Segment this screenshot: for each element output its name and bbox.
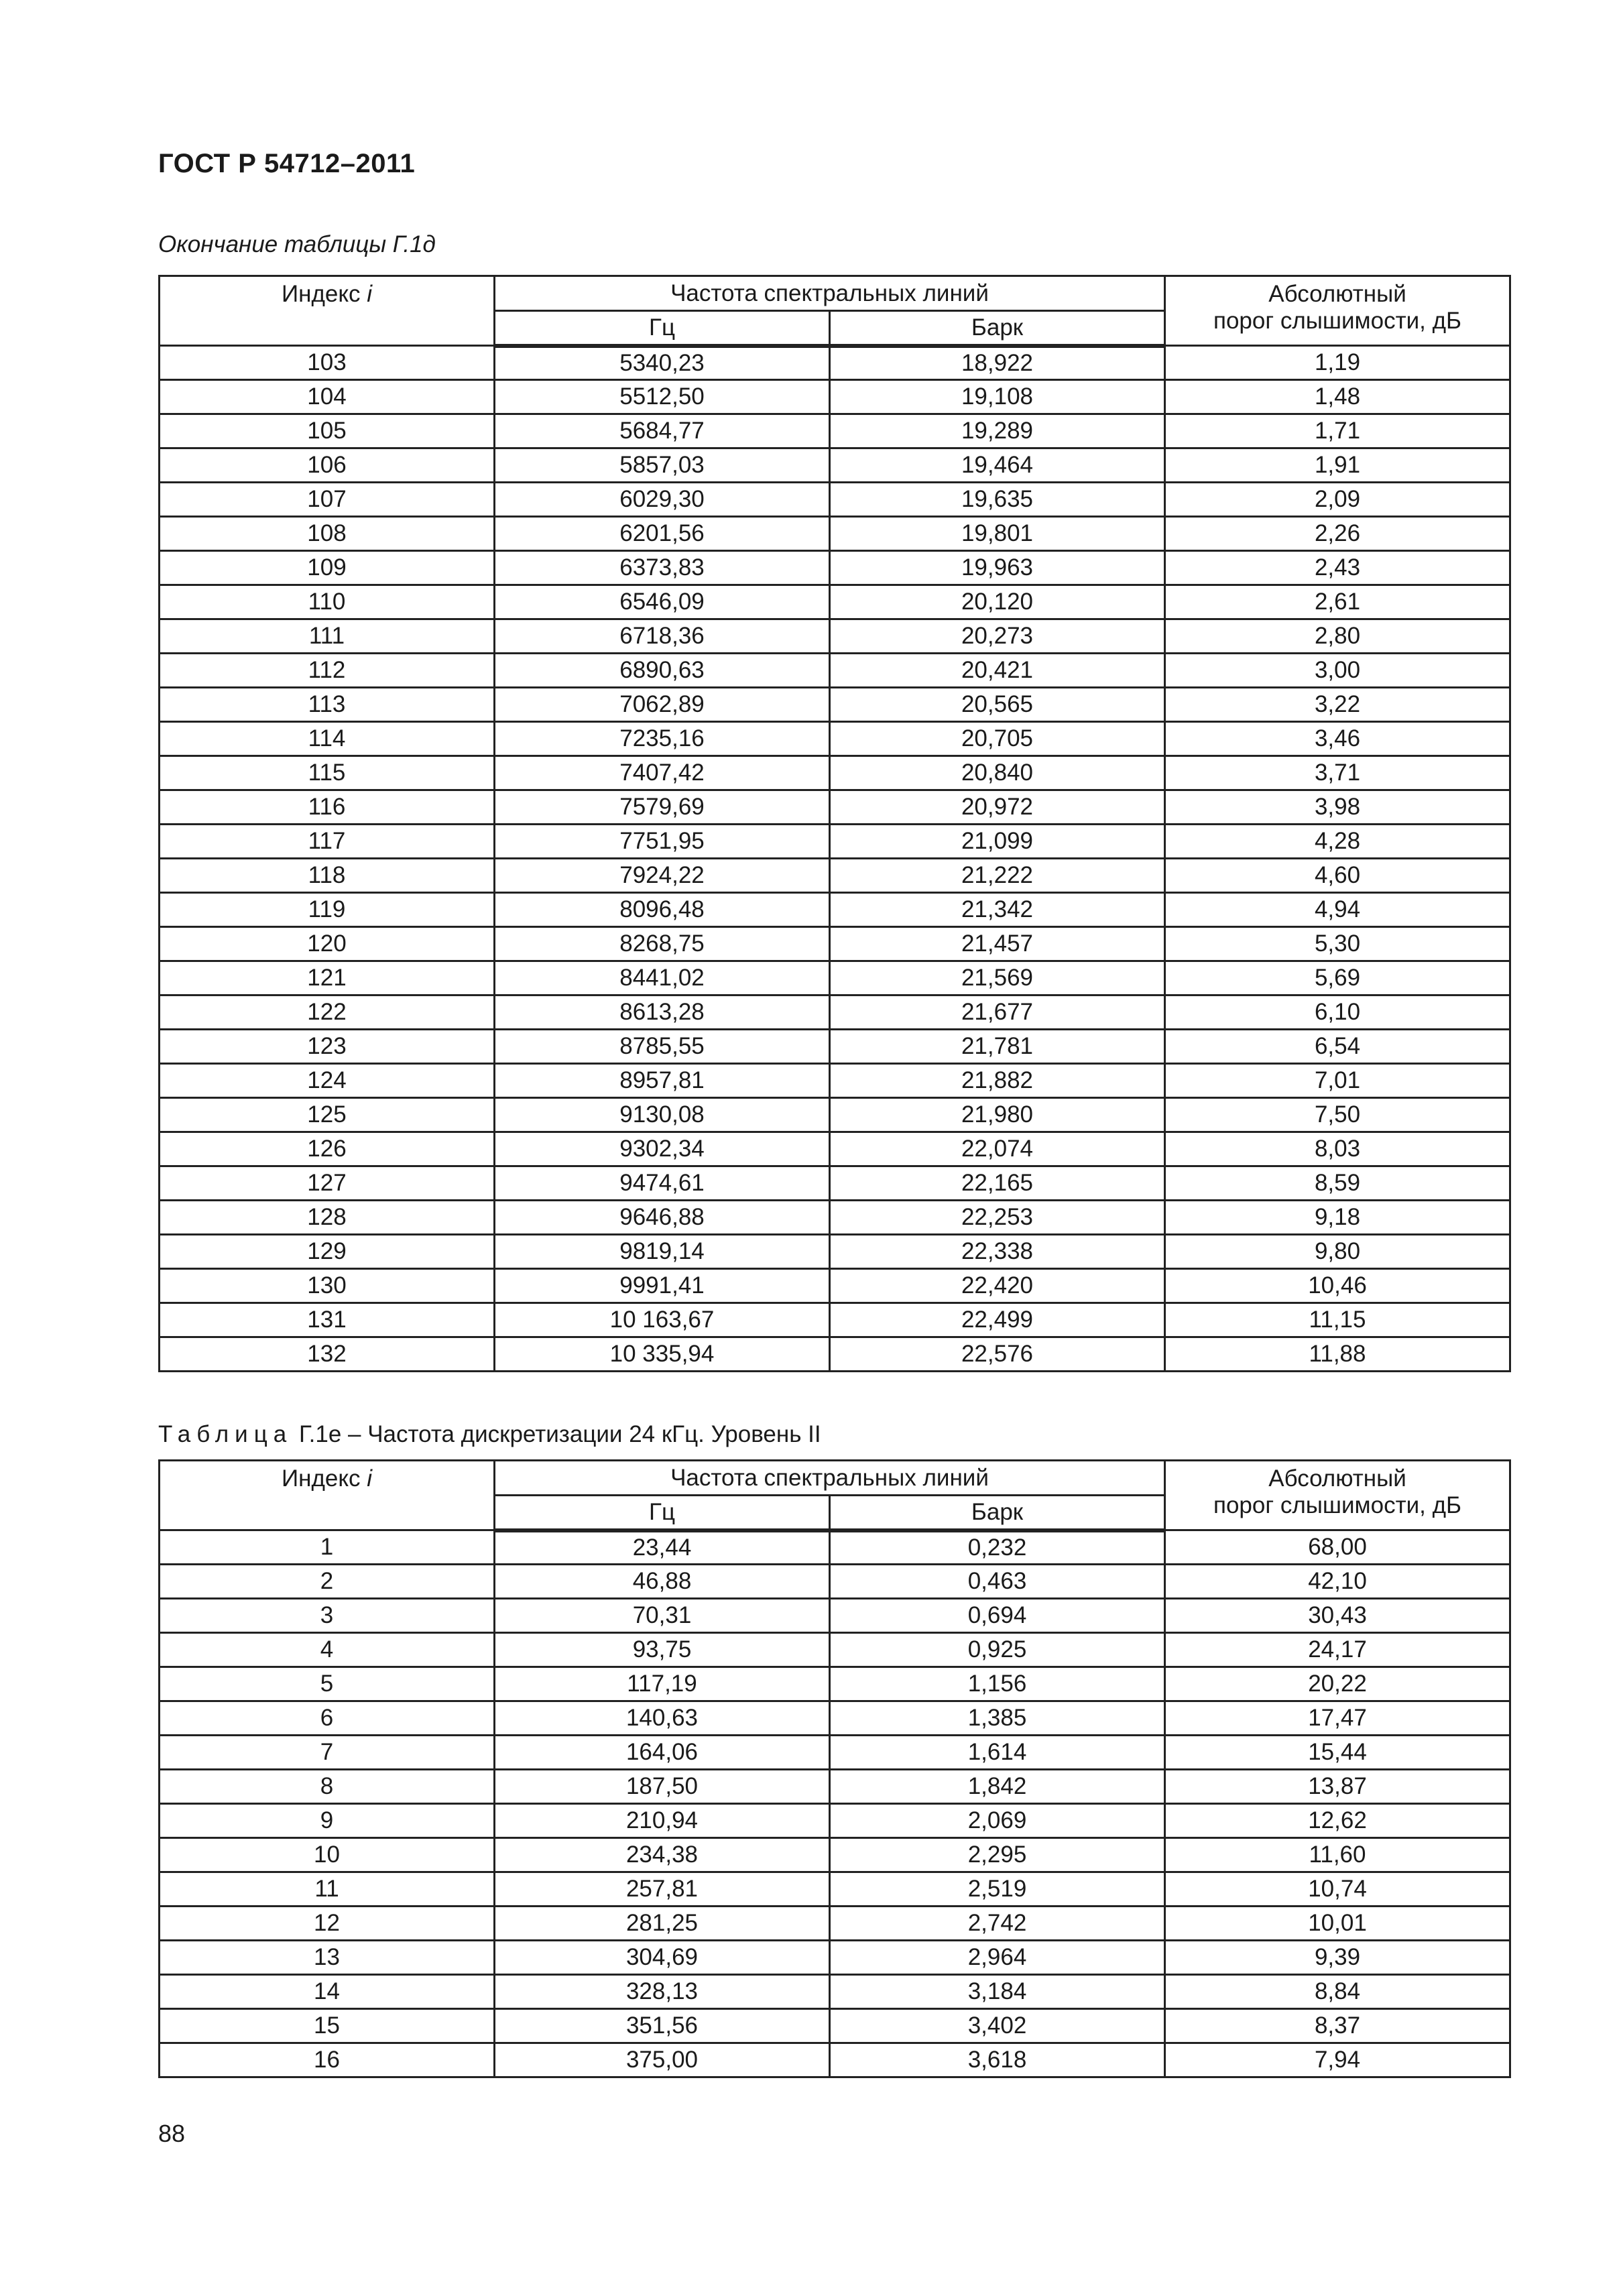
hz-cell: 375,00	[495, 2043, 830, 2077]
threshold-cell: 30,43	[1165, 1599, 1510, 1633]
index-cell: 128	[160, 1201, 495, 1235]
index-cell: 110	[160, 585, 495, 619]
document-header: ГОСТ Р 54712–2011	[158, 149, 416, 178]
hz-cell: 5512,50	[495, 380, 830, 414]
hz-cell: 6201,56	[495, 517, 830, 551]
index-cell: 132	[160, 1337, 495, 1372]
bark-cell: 1,156	[830, 1667, 1165, 1701]
threshold-cell: 1,71	[1165, 414, 1510, 448]
hz-cell: 46,88	[495, 1565, 830, 1599]
table1-body	[160, 346, 1510, 1372]
bark-cell: 19,801	[830, 517, 1165, 551]
table-row	[160, 1736, 1510, 1770]
hz-cell: 210,94	[495, 1804, 830, 1838]
index-cell: 127	[160, 1166, 495, 1201]
table-row	[160, 1770, 1510, 1804]
table-row	[160, 1667, 1510, 1701]
threshold-cell: 8,59	[1165, 1166, 1510, 1201]
table-row	[160, 1064, 1510, 1098]
index-cell: 14	[160, 1975, 495, 2009]
table-row	[160, 688, 1510, 722]
hz-cell: 257,81	[495, 1872, 830, 1907]
bark-cell: 19,464	[830, 448, 1165, 483]
hz-cell: 164,06	[495, 1736, 830, 1770]
bark-cell: 21,677	[830, 995, 1165, 1030]
table2-header-hz: Гц	[495, 1496, 830, 1530]
hz-cell: 7924,22	[495, 859, 830, 893]
hz-cell: 8785,55	[495, 1030, 830, 1064]
hz-cell: 7579,69	[495, 790, 830, 825]
index-cell: 15	[160, 2009, 495, 2043]
table-row	[160, 825, 1510, 859]
index-cell: 103	[160, 346, 495, 380]
bark-cell: 2,295	[830, 1838, 1165, 1872]
table-row	[160, 448, 1510, 483]
bark-cell: 22,499	[830, 1303, 1165, 1337]
hz-cell: 9646,88	[495, 1201, 830, 1235]
threshold-cell: 1,91	[1165, 448, 1510, 483]
bark-cell: 0,925	[830, 1633, 1165, 1667]
table-row	[160, 1565, 1510, 1599]
threshold-cell: 5,69	[1165, 961, 1510, 995]
threshold-cell: 8,84	[1165, 1975, 1510, 2009]
table-row	[160, 1030, 1510, 1064]
index-cell: 113	[160, 688, 495, 722]
index-cell: 16	[160, 2043, 495, 2077]
hz-cell: 6373,83	[495, 551, 830, 585]
threshold-cell: 3,71	[1165, 756, 1510, 790]
table-row	[160, 1599, 1510, 1633]
threshold-cell: 10,46	[1165, 1269, 1510, 1303]
table-row	[160, 1166, 1510, 1201]
table2-caption-text: Г.1е – Частота дискретизации 24 кГц. Уровень II	[298, 1421, 821, 1447]
index-cell: 11	[160, 1872, 495, 1907]
table-row	[160, 1838, 1510, 1872]
bark-cell: 21,980	[830, 1098, 1165, 1132]
hz-cell: 9130,08	[495, 1098, 830, 1132]
index-cell: 13	[160, 1941, 495, 1975]
table-row	[160, 722, 1510, 756]
threshold-cell: 9,39	[1165, 1941, 1510, 1975]
index-cell: 126	[160, 1132, 495, 1166]
table-row	[160, 654, 1510, 688]
index-cell: 9	[160, 1804, 495, 1838]
index-cell: 107	[160, 483, 495, 517]
threshold-cell: 3,22	[1165, 688, 1510, 722]
table1-caption: Окончание таблицы Г.1д	[158, 231, 436, 257]
bark-cell: 18,922	[830, 346, 1165, 380]
bark-cell: 21,099	[830, 825, 1165, 859]
bark-cell: 22,253	[830, 1201, 1165, 1235]
index-cell: 106	[160, 448, 495, 483]
bark-cell: 1,385	[830, 1701, 1165, 1736]
hz-cell: 5857,03	[495, 448, 830, 483]
threshold-cell: 17,47	[1165, 1701, 1510, 1736]
bark-cell: 20,565	[830, 688, 1165, 722]
table1	[158, 275, 1511, 1372]
table-row	[160, 1132, 1510, 1166]
hz-cell: 117,19	[495, 1667, 830, 1701]
table-row	[160, 893, 1510, 927]
index-cell: 114	[160, 722, 495, 756]
hz-cell: 328,13	[495, 1975, 830, 2009]
table-row	[160, 517, 1510, 551]
table-row	[160, 346, 1510, 380]
bark-cell: 2,519	[830, 1872, 1165, 1907]
table-row	[160, 1303, 1510, 1337]
index-cell: 111	[160, 619, 495, 654]
table-row	[160, 859, 1510, 893]
hz-cell: 9819,14	[495, 1235, 830, 1269]
bark-cell: 0,463	[830, 1565, 1165, 1599]
hz-cell: 140,63	[495, 1701, 830, 1736]
threshold-cell: 1,19	[1165, 346, 1510, 380]
hz-cell: 7751,95	[495, 825, 830, 859]
bark-cell: 20,120	[830, 585, 1165, 619]
threshold-cell: 11,15	[1165, 1303, 1510, 1337]
threshold-cell: 1,48	[1165, 380, 1510, 414]
threshold-cell: 9,80	[1165, 1235, 1510, 1269]
hz-cell: 8957,81	[495, 1064, 830, 1098]
bark-cell: 0,694	[830, 1599, 1165, 1633]
table-row	[160, 619, 1510, 654]
table-row	[160, 790, 1510, 825]
threshold-cell: 7,50	[1165, 1098, 1510, 1132]
threshold-cell: 2,80	[1165, 619, 1510, 654]
index-cell: 115	[160, 756, 495, 790]
threshold-cell: 8,03	[1165, 1132, 1510, 1166]
hz-cell: 9302,34	[495, 1132, 830, 1166]
threshold-cell: 24,17	[1165, 1633, 1510, 1667]
bark-cell: 20,972	[830, 790, 1165, 825]
table2-header-bark: Барк	[830, 1496, 1165, 1530]
hz-cell: 8268,75	[495, 927, 830, 961]
threshold-cell: 4,28	[1165, 825, 1510, 859]
bark-cell: 22,074	[830, 1132, 1165, 1166]
hz-cell: 7235,16	[495, 722, 830, 756]
index-cell: 131	[160, 1303, 495, 1337]
table2	[158, 1459, 1511, 2078]
bark-cell: 20,421	[830, 654, 1165, 688]
threshold-cell: 2,43	[1165, 551, 1510, 585]
index-cell: 124	[160, 1064, 495, 1098]
threshold-cell: 2,09	[1165, 483, 1510, 517]
table-row	[160, 1337, 1510, 1372]
table-row	[160, 995, 1510, 1030]
hz-cell: 351,56	[495, 2009, 830, 2043]
index-cell: 3	[160, 1599, 495, 1633]
hz-cell: 6029,30	[495, 483, 830, 517]
index-cell: 12	[160, 1907, 495, 1941]
table1-header-frequency: Частота спектральных линий	[495, 276, 1165, 311]
threshold-cell: 6,54	[1165, 1030, 1510, 1064]
table-row	[160, 927, 1510, 961]
bark-cell: 2,742	[830, 1907, 1165, 1941]
table-row	[160, 2009, 1510, 2043]
hz-cell: 8613,28	[495, 995, 830, 1030]
threshold-cell: 5,30	[1165, 927, 1510, 961]
bark-cell: 21,222	[830, 859, 1165, 893]
index-cell: 130	[160, 1269, 495, 1303]
table-row	[160, 414, 1510, 448]
bark-cell: 19,108	[830, 380, 1165, 414]
threshold-cell: 7,94	[1165, 2043, 1510, 2077]
table1-header-hz: Гц	[495, 311, 830, 346]
threshold-cell: 13,87	[1165, 1770, 1510, 1804]
bark-cell: 2,964	[830, 1941, 1165, 1975]
threshold-cell: 9,18	[1165, 1201, 1510, 1235]
hz-cell: 9991,41	[495, 1269, 830, 1303]
table-row	[160, 551, 1510, 585]
index-cell: 5	[160, 1667, 495, 1701]
hz-cell: 234,38	[495, 1838, 830, 1872]
table-row	[160, 1201, 1510, 1235]
index-cell: 116	[160, 790, 495, 825]
hz-cell: 23,44	[495, 1530, 830, 1565]
index-cell: 105	[160, 414, 495, 448]
table-row	[160, 380, 1510, 414]
index-cell: 8	[160, 1770, 495, 1804]
bark-cell: 22,420	[830, 1269, 1165, 1303]
bark-cell: 3,618	[830, 2043, 1165, 2077]
index-cell: 123	[160, 1030, 495, 1064]
bark-cell: 3,184	[830, 1975, 1165, 2009]
bark-cell: 20,273	[830, 619, 1165, 654]
bark-cell: 1,842	[830, 1770, 1165, 1804]
hz-cell: 93,75	[495, 1633, 830, 1667]
bark-cell: 0,232	[830, 1530, 1165, 1565]
hz-cell: 7062,89	[495, 688, 830, 722]
bark-cell: 20,840	[830, 756, 1165, 790]
index-cell: 10	[160, 1838, 495, 1872]
threshold-cell: 4,94	[1165, 893, 1510, 927]
threshold-cell: 3,00	[1165, 654, 1510, 688]
hz-cell: 281,25	[495, 1907, 830, 1941]
table2-header-frequency: Частота спектральных линий	[495, 1461, 1165, 1496]
table1-header-index: Индекс i	[160, 276, 495, 346]
threshold-cell: 11,88	[1165, 1337, 1510, 1372]
hz-cell: 5340,23	[495, 346, 830, 380]
threshold-cell: 2,26	[1165, 517, 1510, 551]
bark-cell: 3,402	[830, 2009, 1165, 2043]
table-row	[160, 756, 1510, 790]
table-row	[160, 585, 1510, 619]
hz-cell: 10 163,67	[495, 1303, 830, 1337]
hz-cell: 6890,63	[495, 654, 830, 688]
index-cell: 108	[160, 517, 495, 551]
index-cell: 109	[160, 551, 495, 585]
bark-cell: 20,705	[830, 722, 1165, 756]
table-row	[160, 1907, 1510, 1941]
threshold-cell: 7,01	[1165, 1064, 1510, 1098]
index-cell: 6	[160, 1701, 495, 1736]
hz-cell: 304,69	[495, 1941, 830, 1975]
bark-cell: 19,963	[830, 551, 1165, 585]
table1-header-threshold: Абсолютный порог слышимости, дБ	[1165, 276, 1510, 346]
table-row	[160, 1633, 1510, 1667]
index-cell: 122	[160, 995, 495, 1030]
bark-cell: 22,576	[830, 1337, 1165, 1372]
table-row	[160, 483, 1510, 517]
threshold-cell: 6,10	[1165, 995, 1510, 1030]
index-cell: 7	[160, 1736, 495, 1770]
table-row	[160, 2043, 1510, 2077]
threshold-cell: 42,10	[1165, 1565, 1510, 1599]
hz-cell: 9474,61	[495, 1166, 830, 1201]
bark-cell: 1,614	[830, 1736, 1165, 1770]
threshold-cell: 2,61	[1165, 585, 1510, 619]
threshold-cell: 20,22	[1165, 1667, 1510, 1701]
threshold-cell: 8,37	[1165, 2009, 1510, 2043]
threshold-cell: 4,60	[1165, 859, 1510, 893]
bark-cell: 21,457	[830, 927, 1165, 961]
bark-cell: 22,165	[830, 1166, 1165, 1201]
page-number: 88	[158, 2120, 186, 2147]
table2-header-threshold: Абсолютный порог слышимости, дБ	[1165, 1461, 1510, 1530]
threshold-cell: 10,74	[1165, 1872, 1510, 1907]
index-cell: 129	[160, 1235, 495, 1269]
index-cell: 117	[160, 825, 495, 859]
table2-header-index: Индекс i	[160, 1461, 495, 1530]
hz-cell: 6546,09	[495, 585, 830, 619]
hz-cell: 10 335,94	[495, 1337, 830, 1372]
index-cell: 4	[160, 1633, 495, 1667]
bark-cell: 19,289	[830, 414, 1165, 448]
threshold-cell: 3,46	[1165, 722, 1510, 756]
threshold-cell: 68,00	[1165, 1530, 1510, 1565]
bark-cell: 21,882	[830, 1064, 1165, 1098]
index-cell: 120	[160, 927, 495, 961]
threshold-cell: 11,60	[1165, 1838, 1510, 1872]
table-row	[160, 1804, 1510, 1838]
index-cell: 2	[160, 1565, 495, 1599]
table-row	[160, 1941, 1510, 1975]
table2-caption-label: Таблица	[158, 1421, 293, 1447]
threshold-cell: 10,01	[1165, 1907, 1510, 1941]
index-cell: 119	[160, 893, 495, 927]
bark-cell: 22,338	[830, 1235, 1165, 1269]
bark-cell: 19,635	[830, 483, 1165, 517]
bark-cell: 2,069	[830, 1804, 1165, 1838]
hz-cell: 8096,48	[495, 893, 830, 927]
hz-cell: 7407,42	[495, 756, 830, 790]
bark-cell: 21,342	[830, 893, 1165, 927]
hz-cell: 6718,36	[495, 619, 830, 654]
table-row	[160, 1235, 1510, 1269]
bark-cell: 21,781	[830, 1030, 1165, 1064]
table2-caption	[158, 1421, 821, 1448]
index-cell: 121	[160, 961, 495, 995]
table-row	[160, 1975, 1510, 2009]
hz-cell: 187,50	[495, 1770, 830, 1804]
table-row	[160, 1701, 1510, 1736]
index-cell: 104	[160, 380, 495, 414]
hz-cell: 8441,02	[495, 961, 830, 995]
table-row	[160, 1530, 1510, 1565]
table-row	[160, 1098, 1510, 1132]
threshold-cell: 12,62	[1165, 1804, 1510, 1838]
threshold-cell: 15,44	[1165, 1736, 1510, 1770]
bark-cell: 21,569	[830, 961, 1165, 995]
index-cell: 118	[160, 859, 495, 893]
index-cell: 112	[160, 654, 495, 688]
hz-cell: 70,31	[495, 1599, 830, 1633]
index-cell: 125	[160, 1098, 495, 1132]
hz-cell: 5684,77	[495, 414, 830, 448]
table-row	[160, 1269, 1510, 1303]
table-row	[160, 961, 1510, 995]
threshold-cell: 3,98	[1165, 790, 1510, 825]
table-row	[160, 1872, 1510, 1907]
index-cell: 1	[160, 1530, 495, 1565]
table2-body	[160, 1530, 1510, 2077]
table1-header-bark: Барк	[830, 311, 1165, 346]
